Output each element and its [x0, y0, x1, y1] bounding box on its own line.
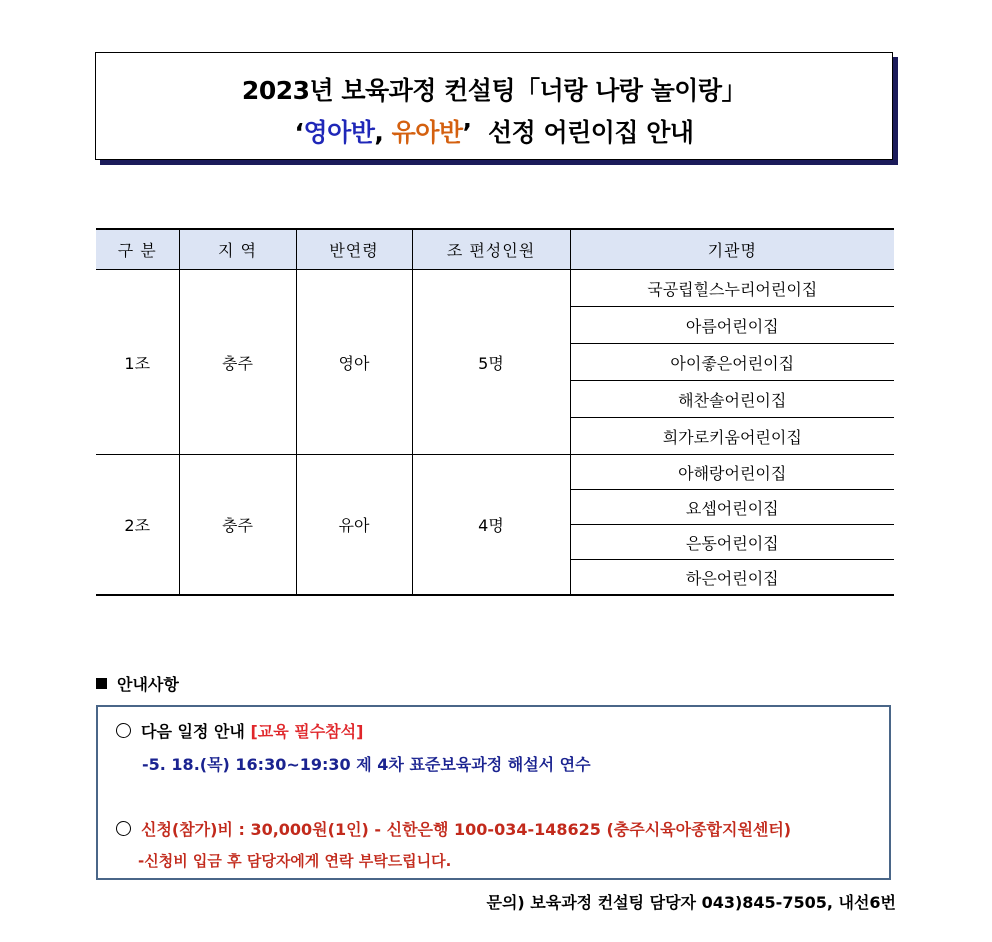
- mandatory-tag: [교육 필수참석]: [250, 722, 364, 741]
- selection-table: [96, 228, 894, 596]
- fee-line: [116, 817, 791, 840]
- center-name-cell: 아이좋은어린이집: [570, 344, 894, 381]
- count-cell: 4명: [412, 455, 570, 596]
- notice-heading: [96, 672, 179, 695]
- header-group-size: 조 편성인원: [412, 229, 570, 270]
- fee-detail: -신청비 입금 후 담당자에게 연락 부탁드립니다.: [138, 852, 452, 870]
- header-region: 지 역: [179, 229, 296, 270]
- table-header-row: [96, 229, 894, 270]
- center-name-cell: 아해랑어린이집: [570, 455, 894, 490]
- title-line-2: [96, 113, 892, 149]
- region-cell: 충주: [179, 455, 296, 596]
- center-name-cell: 요셉어린이집: [570, 490, 894, 525]
- center-name-cell: 희가로키움어린이집: [570, 418, 894, 455]
- open-quote: ‘: [294, 118, 304, 147]
- age-cell: 유아: [296, 455, 412, 596]
- table-row: [96, 455, 894, 490]
- infant-class-label: 영아반: [303, 118, 375, 147]
- center-name-cell: 은동어린이집: [570, 525, 894, 560]
- title-rest: 선정 어린이집 안내: [471, 118, 694, 147]
- toddler-class-label: 유아반: [391, 118, 463, 147]
- table-row: [96, 270, 894, 307]
- notice-heading-label: 안내사항: [117, 675, 179, 694]
- schedule-detail: -5. 18.(목) 16:30~19:30 제 4차 표준보육과정 해설서 연수: [142, 755, 591, 774]
- fee-text: 신청(참가)비 : 30,000원(1인) - 신한은행 100-034-148625 (충주시육아종합지원센터): [141, 820, 792, 839]
- title-line-1: 2023년 보육과정 컨설팅「너랑 나랑 놀이랑」: [241, 76, 747, 105]
- schedule-label: 다음 일정 안내: [141, 722, 251, 741]
- header-class-age: 반연령: [296, 229, 412, 270]
- group-cell: 2조: [96, 455, 179, 596]
- center-name-cell: 하은어린이집: [570, 560, 894, 596]
- circle-bullet-icon: [116, 821, 131, 836]
- black-square-icon: [96, 678, 107, 689]
- center-name-cell: 아름어린이집: [570, 307, 894, 344]
- age-cell: 영아: [296, 270, 412, 455]
- region-cell: 충주: [179, 270, 296, 455]
- center-name-cell: 해찬솔어린이집: [570, 381, 894, 418]
- close-quote: ’: [462, 118, 472, 147]
- title-box: [95, 52, 893, 160]
- comma: ,: [374, 118, 392, 147]
- circle-bullet-icon: [116, 723, 131, 738]
- count-cell: 5명: [412, 270, 570, 455]
- notice-box: [96, 705, 891, 880]
- group-cell: 1조: [96, 270, 179, 455]
- header-division: 구 분: [96, 229, 179, 270]
- center-name-cell: 국공립힐스누리어린이집: [570, 270, 894, 307]
- contact-footer: 문의) 보육과정 컨설팅 담당자 043)845-7505, 내선6번: [486, 893, 896, 912]
- header-center-name: 기관명: [570, 229, 894, 270]
- schedule-line: [116, 719, 363, 742]
